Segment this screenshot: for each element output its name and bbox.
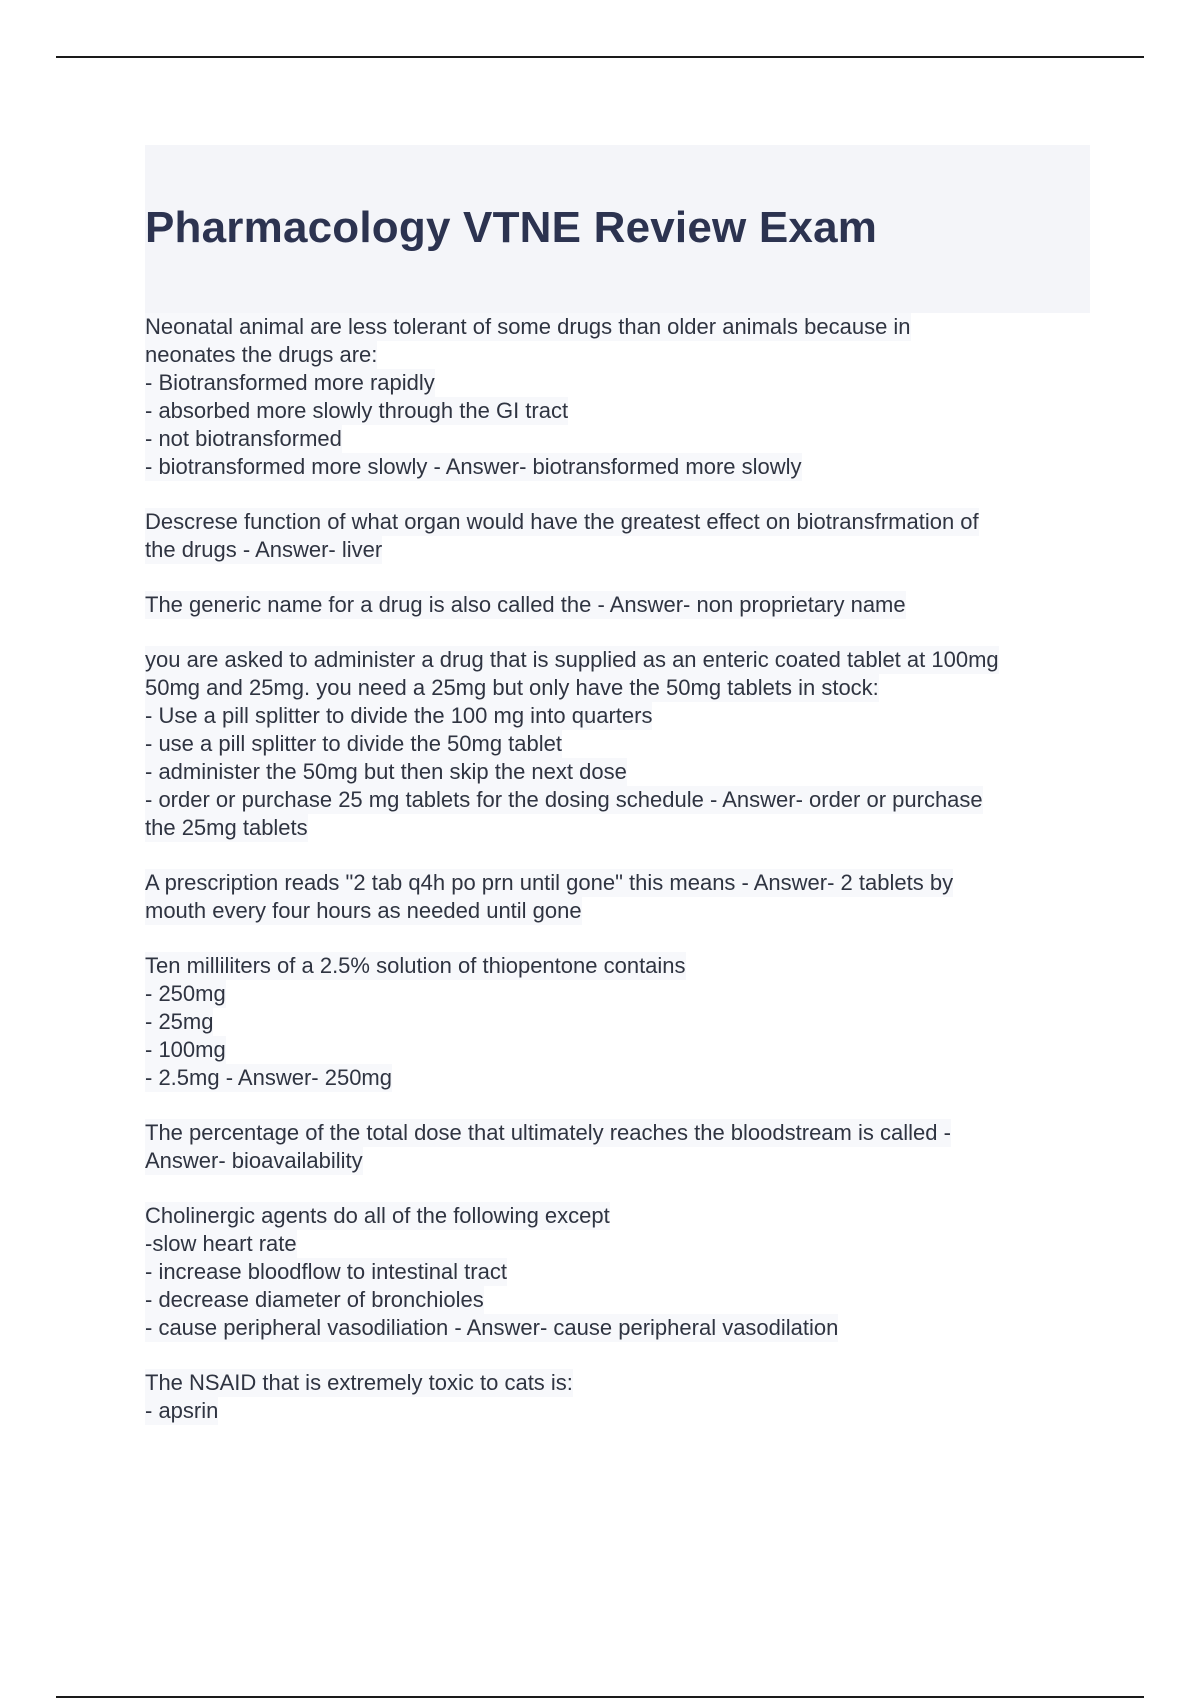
question-text-line: 50mg and 25mg. you need a 25mg but only have the 50mg tablets in stock: <box>145 675 879 700</box>
question-block <box>145 1119 1090 1175</box>
question-text-line: - apsrin <box>145 1398 219 1423</box>
question-text-line: - increase bloodflow to intestinal tract <box>145 1259 507 1284</box>
question-block <box>145 1202 1090 1342</box>
bottom-rule <box>56 1696 1144 1698</box>
question-text-line: - order or purchase 25 mg tablets for the dosing schedule - Answer- order or purchase <box>145 787 983 812</box>
question-text-line: - absorbed more slowly through the GI tract <box>145 398 569 423</box>
page-title: Pharmacology VTNE Review Exam <box>145 203 878 252</box>
question-block <box>145 952 1090 1092</box>
question-text-line: - not biotransformed <box>145 426 342 451</box>
question-text-line: the drugs - Answer- liver <box>145 537 383 562</box>
question-text-line: The NSAID that is extremely toxic to cats is: <box>145 1370 573 1395</box>
question-text-line: The generic name for a drug is also called the - Answer- non proprietary name <box>145 592 906 617</box>
question-text-line: the 25mg tablets <box>145 815 308 840</box>
question-block <box>145 1369 1090 1425</box>
question-text-line: - Use a pill splitter to divide the 100 mg into quarters <box>145 703 653 728</box>
title-banner <box>145 145 1090 313</box>
question-block <box>145 313 1090 481</box>
question-text-line: - use a pill splitter to divide the 50mg tablet <box>145 731 563 756</box>
question-text-line: - 250mg <box>145 981 226 1006</box>
question-text-line: - administer the 50mg but then skip the next dose <box>145 759 627 784</box>
question-text-line: - biotransformed more slowly - Answer- biotransformed more slowly <box>145 454 802 479</box>
question-text-line: The percentage of the total dose that ultimately reaches the bloodstream is called - <box>145 1120 951 1145</box>
question-text-line: Neonatal animal are less tolerant of some drugs than older animals because in <box>145 314 911 339</box>
question-text-line: - Biotransformed more rapidly <box>145 370 435 395</box>
question-text-line: mouth every four hours as needed until gone <box>145 898 582 923</box>
question-text-line: - cause peripheral vasodiliation - Answer- cause peripheral vasodilation <box>145 1315 839 1340</box>
question-text-line: you are asked to administer a drug that is supplied as an enteric coated tablet at 100mg <box>145 647 999 672</box>
question-text-line: - 100mg <box>145 1037 226 1062</box>
question-list <box>145 313 1090 1452</box>
question-text-line: Answer- bioavailability <box>145 1148 363 1173</box>
question-block <box>145 646 1090 842</box>
question-block <box>145 591 1090 619</box>
question-text-line: A prescription reads "2 tab q4h po prn until gone" this means - Answer- 2 tablets by <box>145 870 954 895</box>
top-rule <box>56 56 1144 58</box>
question-text-line: Cholinergic agents do all of the following except <box>145 1203 610 1228</box>
question-text-line: -slow heart rate <box>145 1231 297 1256</box>
question-text-line: - 25mg <box>145 1009 214 1034</box>
question-text-line: Ten milliliters of a 2.5% solution of thiopentone contains <box>145 953 686 978</box>
question-text-line: - 2.5mg - Answer- 250mg <box>145 1065 392 1090</box>
question-text-line: neonates the drugs are: <box>145 342 378 367</box>
question-text-line: - decrease diameter of bronchioles <box>145 1287 484 1312</box>
question-block <box>145 508 1090 564</box>
question-block <box>145 869 1090 925</box>
question-text-line: Descrese function of what organ would have the greatest effect on biotransfrmation of <box>145 509 979 534</box>
